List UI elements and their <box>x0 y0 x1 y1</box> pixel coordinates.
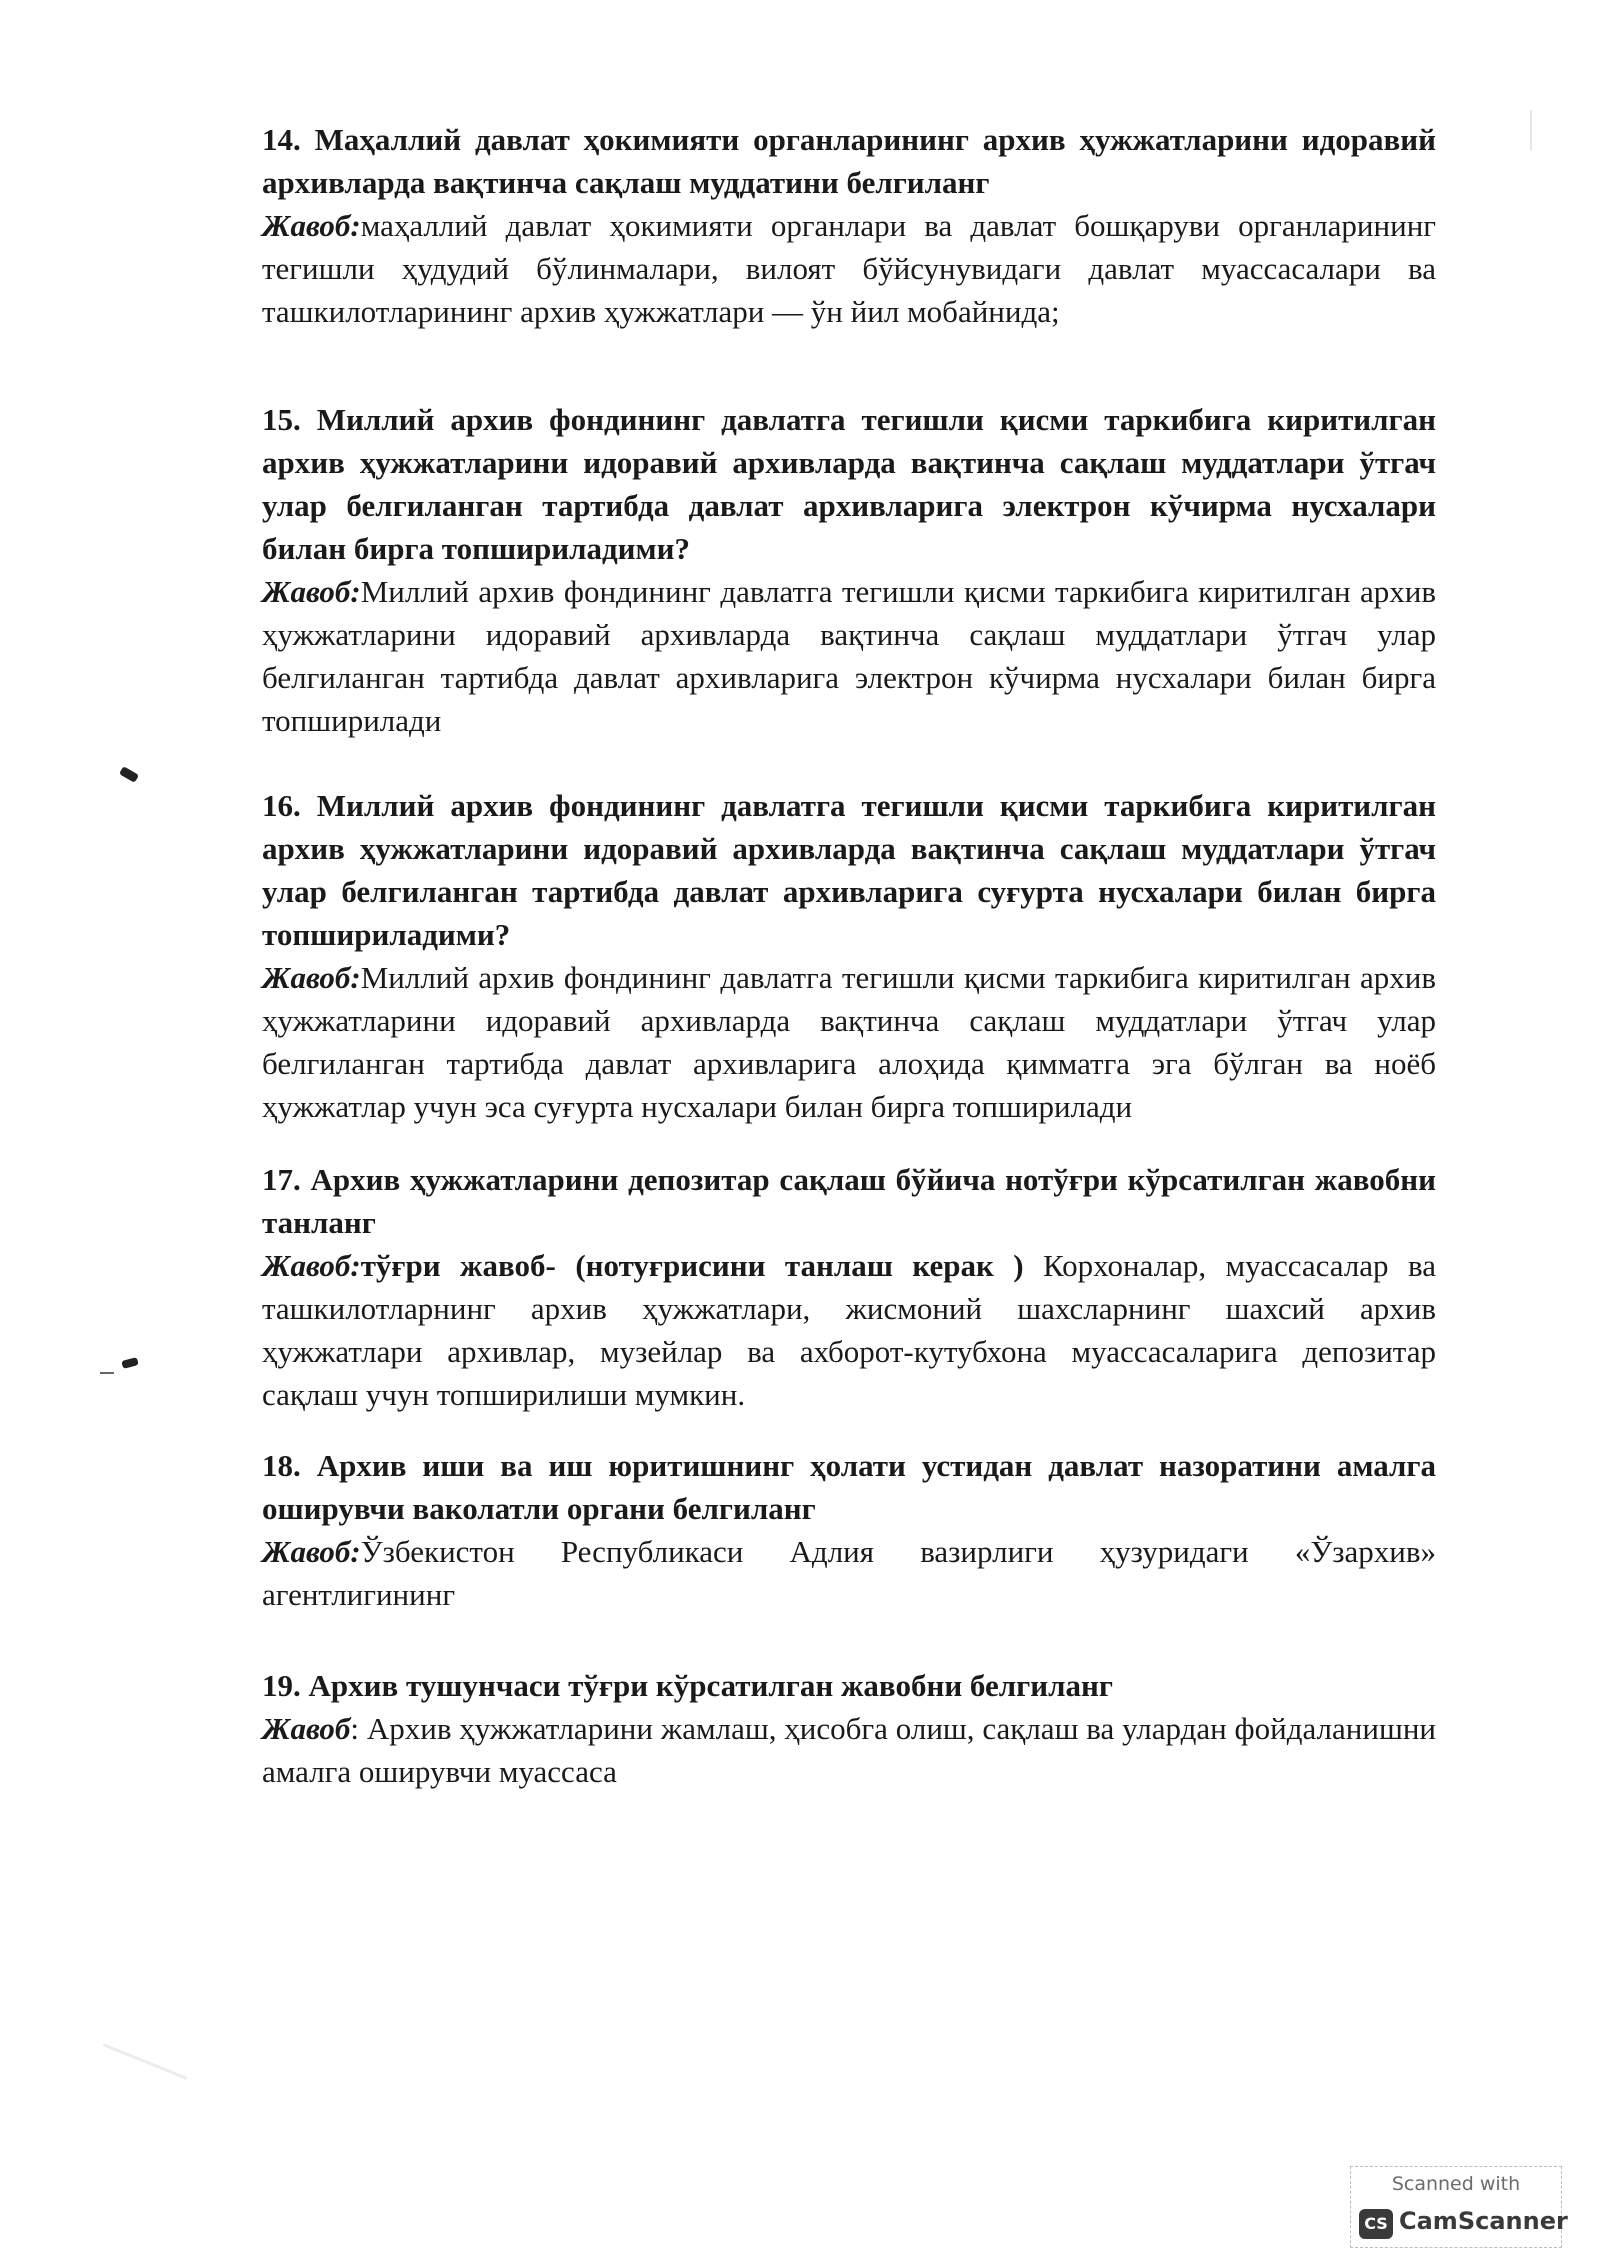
camscanner-watermark <box>1350 2166 1568 2248</box>
answer-text: Корхоналар, муассасалар ва ташкилотларнинг архив ҳужжатлари, жисмоний шахсларнинг шахсий архив ҳужжатлари архивлар, музейлар ва ахборот-кутубхона муассасаларига депозитар сақлаш учун топширилиши мумкин. <box>262 1248 1436 1412</box>
answer-label: Жавоб: <box>262 1248 361 1283</box>
answer-label: Жавоб: <box>262 1534 361 1569</box>
scan-smudge <box>103 2043 188 2079</box>
qa-item <box>262 118 1436 333</box>
qa-item <box>262 1158 1436 1416</box>
answer-paragraph <box>262 204 1436 333</box>
question-text: 16. Миллий архив фондининг давлатга тегишли қисми таркибига киритилган архив ҳужжатларини идоравий архивларда вақтинча сақлаш муддатлари ўтгач улар белгиланган тартибда давлат архивларига суғурта нусхалари билан бирга топшириладими? <box>262 788 1436 952</box>
question-text: 19. Архив тушунчаси тўғри кўрсатилган жавобни белгиланг <box>262 1668 1113 1703</box>
answer-paragraph <box>262 1530 1436 1616</box>
answer-paragraph <box>262 570 1436 742</box>
answer-label: Жавоб: <box>262 574 361 609</box>
answer-text: Миллий архив фондининг давлатга тегишли қисми таркибига киритилган архив ҳужжатларини идоравий архивларда вақтинча сақлаш муддатлари ўтгач улар белгиланган тартибда давлат архивларига электрон кўчирма нусхалари билан бирга топширилади <box>262 574 1436 738</box>
question-text: 17. Архив ҳужжатларини депозитар сақлаш бўйича нотўғри кўрсатилган жавобни танланг <box>262 1162 1436 1240</box>
camscanner-logo-icon: CS <box>1359 2209 1393 2239</box>
scan-edge-line <box>1530 110 1532 150</box>
qa-item <box>262 1444 1436 1616</box>
qa-item <box>262 784 1436 1128</box>
watermark-brand-name: CamScanner <box>1399 2207 1568 2235</box>
answer-paragraph <box>262 1707 1436 1793</box>
question-text: 15. Миллий архив фондининг давлатга тегишли қисми таркибига киритилган архив ҳужжатларини идоравий архивларда вақтинча сақлаш муддатлари ўтгач улар белгиланган тартибда давлат архивларига электрон кўчирма нусхалари билан бирга топшириладими? <box>262 402 1436 566</box>
answer-text: Миллий архив фондининг давлатга тегишли қисми таркибига киритилган архив ҳужжатларини идоравий архивларда вақтинча сақлаш муддатлари ўтгач улар белгиланган тартибда давлат архивларига алоҳида қимматга эга бўлган ва ноёб ҳужжатлар учун эса суғурта нусхалари билан бирга топширилади <box>262 960 1436 1124</box>
answer-bold-text: тўғри жавоб- (нотуғрисини танлаш керак ) <box>360 1248 1024 1283</box>
qa-item <box>262 398 1436 742</box>
question-text: 18. Архив иши ва иш юритишнинг ҳолати устидан давлат назоратини амалга оширувчи ваколатли органи белгиланг <box>262 1448 1436 1526</box>
qa-item <box>262 1664 1436 1793</box>
watermark-caption: Scanned with <box>1391 2173 1521 2195</box>
answer-text: : Архив ҳужжатларини жамлаш, ҳисобга олиш, сақлаш ва улардан фойдаланишни амалга оширувчи муассаса <box>262 1711 1436 1789</box>
answer-text: маҳаллий давлат ҳокимияти органлари ва давлат бошқаруви органларининг тегишли ҳудудий бўлинмалари, вилоят бўйсунувидаги давлат муассасалари ва ташкилотларининг архив ҳужжатлари — ўн йил мобайнида; <box>262 208 1436 329</box>
answer-label: Жавоб: <box>262 960 361 995</box>
answer-paragraph <box>262 956 1436 1128</box>
answer-label: Жавоб <box>262 1711 351 1746</box>
question-text: 14. Маҳаллий давлат ҳокимияти органларининг архив ҳужжатларини идоравий архивларда вақтинча сақлаш муддатини белгиланг <box>262 122 1436 200</box>
scan-mark <box>121 1357 139 1369</box>
answer-paragraph <box>262 1244 1436 1416</box>
scan-mark <box>119 766 139 783</box>
scan-mark <box>100 1372 114 1374</box>
answer-label: Жавоб: <box>262 208 361 243</box>
qa-list <box>262 118 1436 1793</box>
answer-text: Ўзбекистон Республикаси Адлия вазирлиги ҳузуридаги «Ўзархив» агентлигининг <box>262 1534 1436 1612</box>
